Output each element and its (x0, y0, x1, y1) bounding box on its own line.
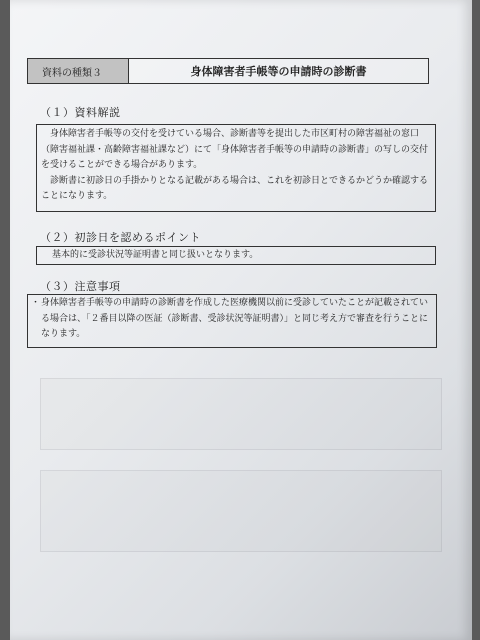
show-through-table-bottom (40, 470, 442, 552)
section-1-paragraph-2: 診断書に初診日の手掛かりとなる記載がある場合は、これを初診日とできるかどうか確認することになります。 (41, 175, 429, 201)
section-2-box (36, 246, 436, 265)
show-through-table-top (40, 378, 442, 450)
section-2-paragraph-1: 基本的に受診状況等証明書と同じ扱いとなります。 (52, 250, 259, 260)
section-3-title: （３）注意事項 (40, 280, 121, 293)
section-3-bullet-text: 身体障害者手帳等の申請時の診断書を作成した医療機関以前に受診していたことが記載されている場合は、「２番目以降の医証（診断書、受診状況等証明書）」と同じ考え方で審査を行うことになります。 (41, 298, 429, 339)
document-header (27, 58, 429, 84)
section-1-paragraph-1: 身体障害者手帳等の交付を受けている場合、診断書等を提出した市区町村の障害福祉の窓口（障害福祉課・高齢障害福祉課など）にて「身体障害者手帳等の申請時の診断書」の写しの交付を受けることができる場合があります。 (41, 129, 429, 170)
section-3-box (27, 294, 437, 348)
section-3-bullet-item (31, 296, 433, 343)
bullet-dot-icon: ・ (31, 298, 41, 308)
document-title: 身体障害者手帳等の申請時の診断書 (190, 65, 367, 78)
section-1-box (36, 124, 436, 212)
document-type-label: 資料の種類３ (28, 59, 129, 83)
section-2-title: （２）初診日を認めるポイント (40, 231, 201, 244)
section-1-title: （１）資料解説 (40, 106, 121, 119)
